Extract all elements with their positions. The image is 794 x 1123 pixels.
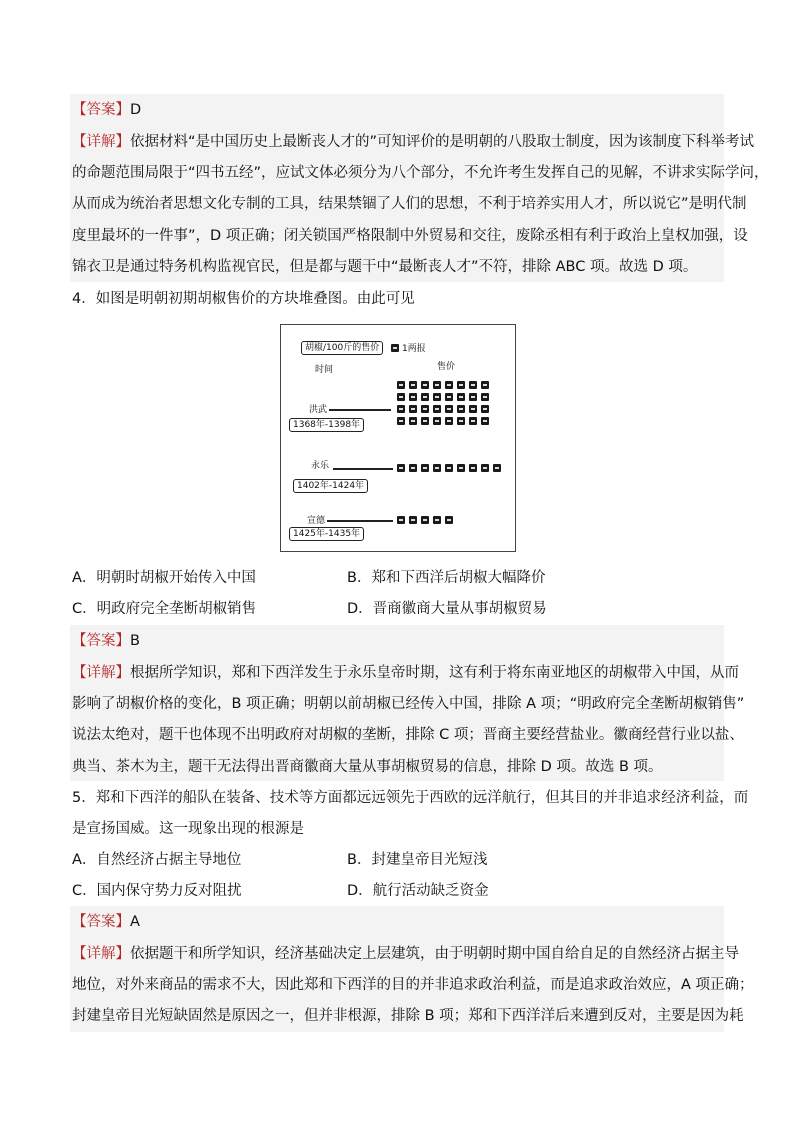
price-unit-block	[469, 464, 477, 472]
q4-detail-tag: 【详解】	[72, 665, 130, 681]
fig-period-3-name: 宣德	[307, 516, 326, 526]
fig-period-3-years: 1425年-1435年	[289, 527, 364, 541]
q4-detail-line-4: 典当、茶木为主，题干无法得出晋商徽商大量从事胡椒贸易的信息，排除 D 项。故选 B 项。	[72, 759, 663, 775]
price-unit-block	[421, 393, 429, 401]
fig-period-1-name: 洪武	[309, 405, 328, 415]
price-unit-block	[445, 417, 453, 425]
q4-option-d: D．晋商徽商大量从事胡椒贸易	[347, 601, 547, 617]
price-unit-block	[397, 516, 405, 524]
q3-detail-line-4: 度里最坏的一件事”，D 项正确；闭关锁国严格限制中外贸易和交往，废除丞相有利于政治上皇权加强，设	[72, 228, 748, 244]
price-unit-block	[397, 381, 405, 389]
q5-answer-tag: 【答案】	[72, 914, 130, 930]
price-unit-block	[421, 381, 429, 389]
q4-option-a: A．明朝时胡椒开始传入中国	[72, 570, 256, 586]
price-unit-block	[421, 417, 429, 425]
price-unit-block	[481, 381, 489, 389]
fig-period-2-years: 1402年-1424年	[293, 479, 368, 493]
price-unit-block	[445, 464, 453, 472]
price-unit-block	[457, 417, 465, 425]
q3-detail-line-3: 从而成为统治者思想文化专制的工具，结果禁锢了人们的思想，不利于培养实用人才，所以说它”是明代制	[72, 196, 747, 212]
price-unit-block	[445, 393, 453, 401]
fig-period-2-name: 永乐	[311, 461, 330, 471]
q5-detail-tag: 【详解】	[72, 946, 130, 962]
price-unit-block	[481, 417, 489, 425]
price-unit-block	[421, 464, 429, 472]
fig-legend: 1两报	[402, 344, 426, 354]
q3-detail-line-1	[72, 132, 755, 152]
q4-answer-line	[72, 631, 726, 651]
q3-answer-tag: 【答案】	[72, 102, 130, 118]
fig-title: 胡椒/100斤的售价	[301, 341, 383, 355]
q4-detail-text-1: 根据所学知识，郑和下西洋发生于永乐皇帝时期，这有利于将东南亚地区的胡椒带入中国，从而	[130, 665, 739, 681]
fig-period-1-connector	[329, 409, 391, 411]
price-unit-block	[397, 464, 405, 472]
fig-period-3-connector	[327, 520, 393, 522]
fig-period-2-connector	[333, 468, 393, 470]
q5-stem-line-2: 是宣扬国威。这一现象出现的根源是	[72, 821, 304, 837]
price-unit-block	[445, 516, 453, 524]
price-unit-block	[433, 417, 441, 425]
q5-detail-text-1: 依据题干和所学知识，经济基础决定上层建筑，由于明朝时期中国自给自足的自然经济占据主导	[130, 946, 739, 962]
price-unit-block	[469, 405, 477, 413]
q3-detail-tag: 【详解】	[72, 134, 130, 150]
q4-detail-line-3: 说法太绝对，题干也体现不出明政府对胡椒的垄断，排除 C 项；晋商主要经营盐业。徽商经营行业以盐、	[72, 727, 744, 743]
price-unit-block	[409, 464, 417, 472]
price-unit-block	[457, 405, 465, 413]
price-unit-block	[433, 464, 441, 472]
price-unit-block	[445, 405, 453, 413]
price-unit-block	[433, 516, 441, 524]
q5-stem-line-1: 5．郑和下西洋的船队在装备、技术等方面都远远领先于西欧的远洋航行，但其目的并非追求经济利益，而	[72, 790, 749, 806]
price-unit-block	[469, 417, 477, 425]
price-unit-block	[397, 393, 405, 401]
q4-answer-tag: 【答案】	[72, 633, 130, 649]
fig-period-1-years: 1368年-1398年	[289, 418, 364, 432]
price-unit-block	[457, 393, 465, 401]
q5-option-b: B．封建皇帝目光短浅	[347, 852, 488, 868]
q4-detail-line-2: 影响了胡椒价格的变化，B 项正确；明朝以前胡椒已经传入中国，排除 A 项；“明政府完全垄断胡椒销售”	[72, 696, 745, 712]
price-unit-block	[445, 381, 453, 389]
q4-answer-value: B	[130, 633, 140, 649]
q5-option-a: A．自然经济占据主导地位	[72, 852, 242, 868]
q5-option-c: C．国内保守势力反对阻扰	[72, 883, 242, 899]
q5-detail-line-3: 封建皇帝目光短缺固然是原因之一，但并非根源，排除 B 项；郑和下西洋洋后来遭到反对，主要是因为耗	[72, 1008, 744, 1024]
price-unit-block	[397, 417, 405, 425]
q3-answer-value: D	[130, 102, 142, 118]
q5-answer-line	[72, 912, 726, 932]
price-unit-block	[409, 405, 417, 413]
q5-option-d: D．航行活动缺乏资金	[347, 883, 489, 899]
price-unit-block	[409, 393, 417, 401]
q4-option-b: B．郑和下西洋后胡椒大幅降价	[347, 570, 546, 586]
price-unit-block	[397, 405, 405, 413]
price-unit-block	[409, 381, 417, 389]
q4-option-c: C．明政府完全垄断胡椒销售	[72, 601, 257, 617]
price-unit-block	[433, 381, 441, 389]
q3-detail-line-2: 的命题范围局限于“四书五经”，应试文体必须分为八个部分，不允许考生发挥自己的见解，不讲求实际学问，	[72, 165, 769, 181]
q5-detail-line-1	[72, 944, 739, 964]
price-unit-block	[457, 381, 465, 389]
q5-detail-line-2: 地位，对外来商品的需求不大，因此郑和下西洋的目的并非追求政治利益，而是追求政治效应，A 项正确；	[72, 977, 754, 993]
q3-detail-text-1: 依据材料“是中国历史上最断丧人才的”可知评价的是明朝的八股取士制度，因为该制度下科举考试	[130, 134, 755, 150]
q4-stem: 4．如图是明朝初期胡椒售价的方块堆叠图。由此可见	[72, 291, 415, 307]
q3-answer-shade	[70, 94, 769, 282]
fig-legend-unit-icon	[391, 344, 399, 352]
price-unit-block	[433, 405, 441, 413]
price-unit-block	[421, 405, 429, 413]
price-unit-block	[469, 393, 477, 401]
price-unit-block	[481, 405, 489, 413]
q5-answer-value: A	[130, 914, 140, 930]
q4-detail-line-1	[72, 663, 739, 683]
fig-col-time: 时间	[315, 365, 334, 375]
price-unit-block	[469, 381, 477, 389]
fig-col-price: 售价	[437, 362, 456, 372]
price-unit-block	[409, 516, 417, 524]
price-unit-block	[481, 393, 489, 401]
price-unit-block	[457, 464, 465, 472]
price-unit-block	[409, 417, 417, 425]
price-unit-block	[493, 464, 501, 472]
price-unit-block	[421, 516, 429, 524]
q4-figure	[280, 324, 516, 552]
price-unit-block	[481, 464, 489, 472]
price-unit-block	[433, 393, 441, 401]
q3-detail-line-5: 锦衣卫是通过特务机构监视官民，但是都与题干中“最断丧人才”不符，排除 ABC 项。故选 D 项。	[72, 259, 698, 275]
q3-answer-line	[72, 100, 726, 120]
